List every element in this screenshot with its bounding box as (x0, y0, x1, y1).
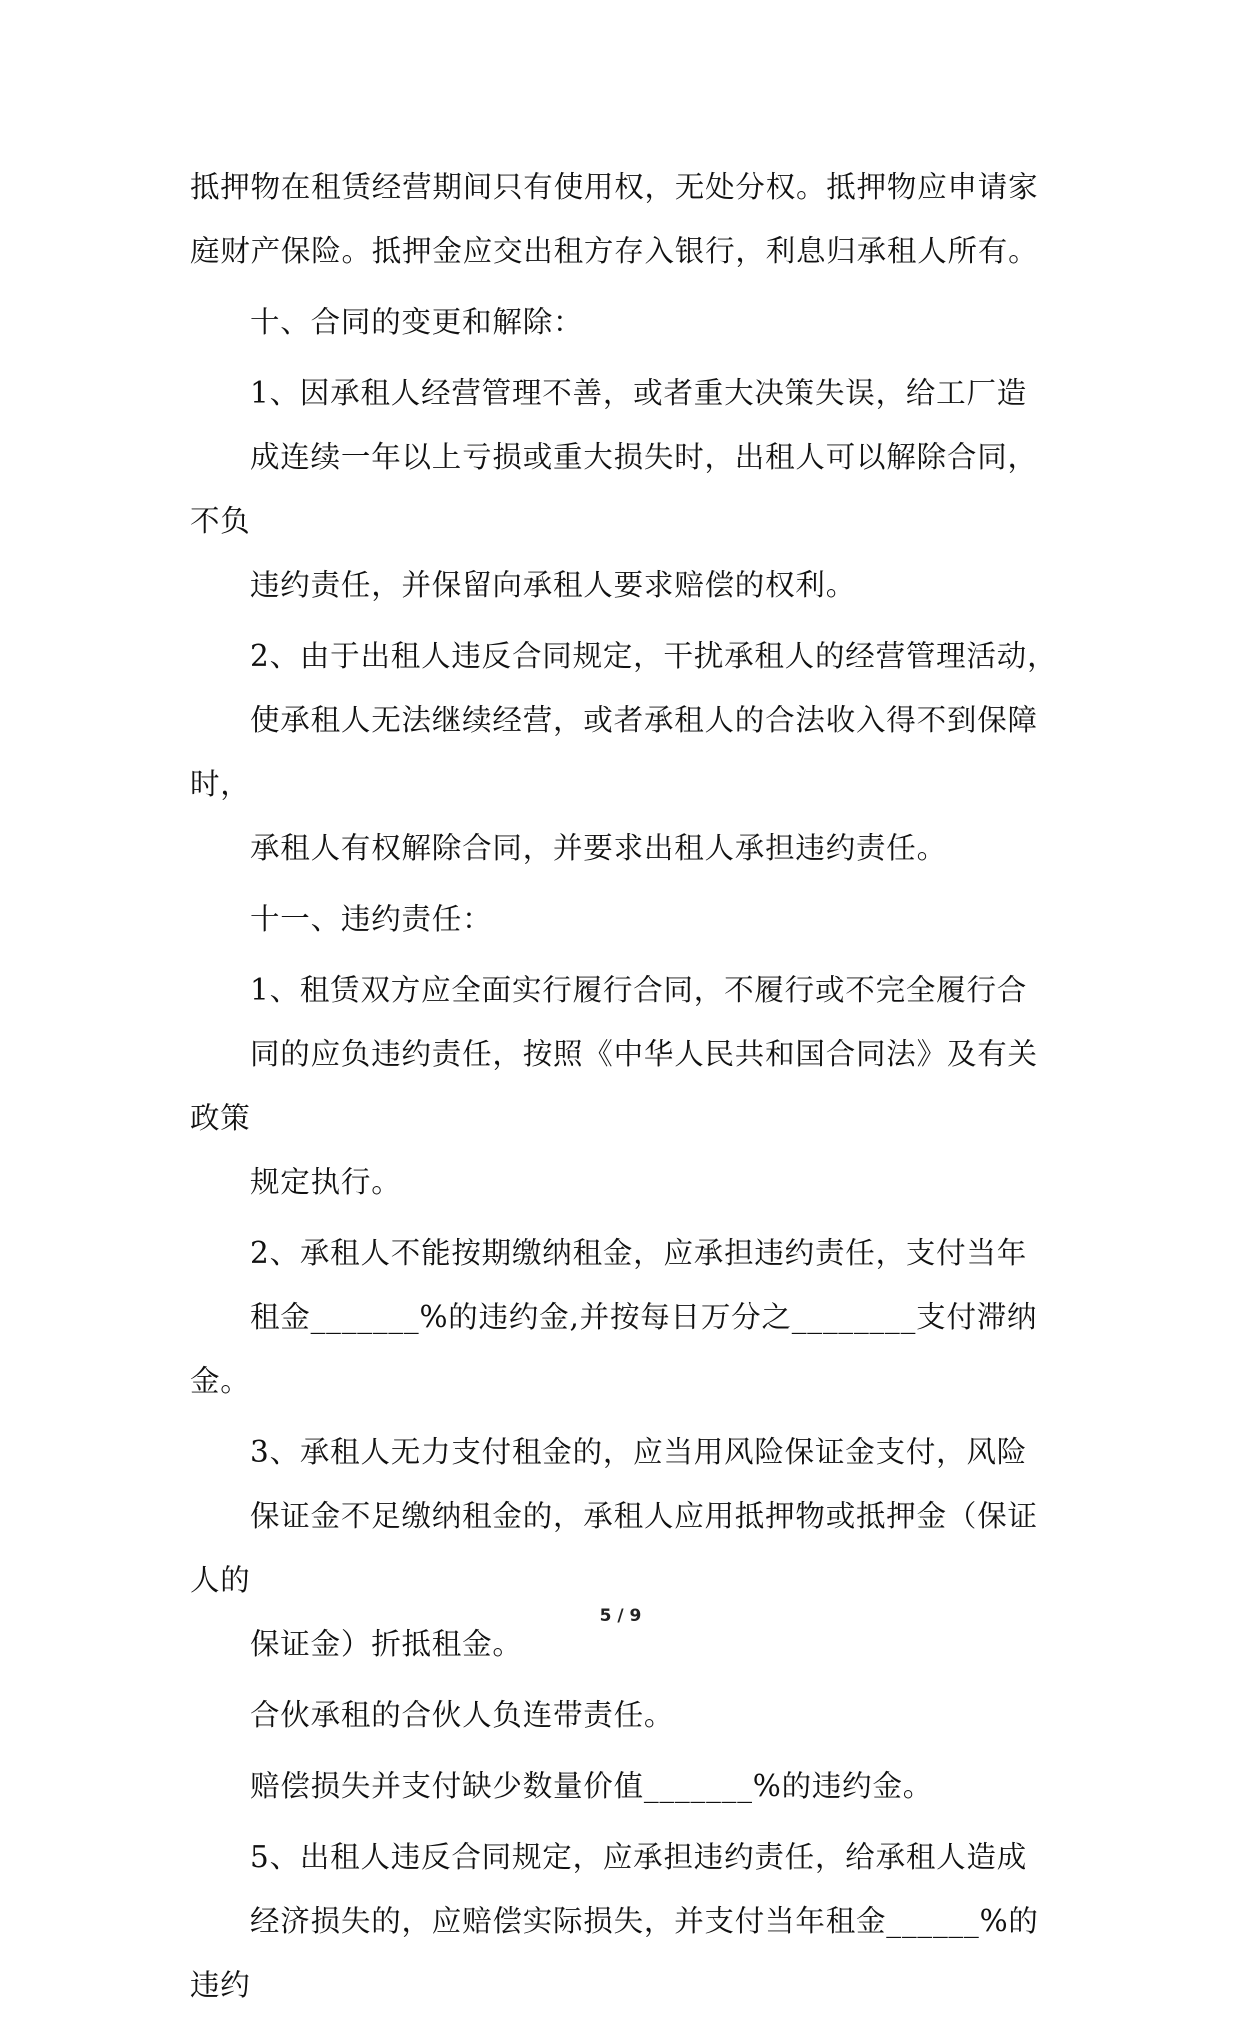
text-line: 2、承租人不能按期缴纳租金，应承担违约责任，支付当年 (250, 1236, 1028, 1270)
paragraph (190, 624, 1060, 880)
text-line: 2、由于出租人违反合同规定，干扰承租人的经营管理活动， (250, 639, 1058, 673)
text-line: 3、承租人无力支付租金的，应当用风险保证金支付，风险 (250, 1435, 1028, 1469)
text-line: 庭财产保险。抵押金应交出租方存入银行，利息归承租人所有。 (190, 234, 1039, 268)
text-line: 1、因承租人经营管理不善，或者重大决策失误，给工厂造 (250, 376, 1028, 410)
paragraph (190, 958, 1060, 1214)
text-line: 经济损失的，应赔偿实际损失，并支付当年租金______%的违约 (190, 1904, 1039, 2002)
text-line: 十、合同的变更和解除： (250, 305, 584, 339)
paragraph (190, 1825, 1060, 2017)
paragraph (190, 1683, 1060, 1747)
text-line: 十一、违约责任： (250, 902, 493, 936)
text-line: 使承租人无法继续经营，或者承租人的合法收入得不到保障时， (190, 703, 1038, 801)
text-line: 保证金不足缴纳租金的，承租人应用抵押物或抵押金（保证人的 (190, 1499, 1038, 1597)
text-line: 规定执行。 (250, 1165, 402, 1199)
text-line: 1、租赁双方应全面实行履行合同，不履行或不完全履行合 (250, 973, 1028, 1007)
text-line: 保证金）折抵租金。 (250, 1627, 523, 1661)
page-number: 5 / 9 (599, 1606, 642, 1626)
paragraph (190, 887, 1060, 951)
paragraph (190, 290, 1060, 354)
text-line: 租金_______%的违约金,并按每日万分之________支付滞纳金。 (190, 1300, 1038, 1398)
text-line: 抵押物在租赁经营期间只有使用权，无处分权。抵押物应申请家 (190, 170, 1039, 204)
text-line: 赔偿损失并支付缺少数量价值_______%的违约金。 (250, 1769, 934, 1803)
document-body (190, 155, 1060, 2024)
text-line: 违约责任，并保留向承租人要求赔偿的权利。 (250, 568, 857, 602)
paragraph (190, 1420, 1060, 1676)
paragraph (190, 1754, 1060, 1818)
text-line: 承租人有权解除合同，并要求出租人承担违约责任。 (250, 831, 947, 865)
text-line: 合伙承租的合伙人负连带责任。 (250, 1698, 675, 1732)
text-line: 成连续一年以上亏损或重大损失时，出租人可以解除合同，不负 (190, 440, 1038, 538)
paragraph (190, 1221, 1060, 1413)
text-line: 同的应负违约责任，按照《中华人民共和国合同法》及有关政策 (190, 1037, 1038, 1135)
text-line: 5、出租人违反合同规定，应承担违约责任，给承租人造成 (250, 1840, 1028, 1874)
paragraph (190, 155, 1060, 283)
paragraph (190, 361, 1060, 617)
